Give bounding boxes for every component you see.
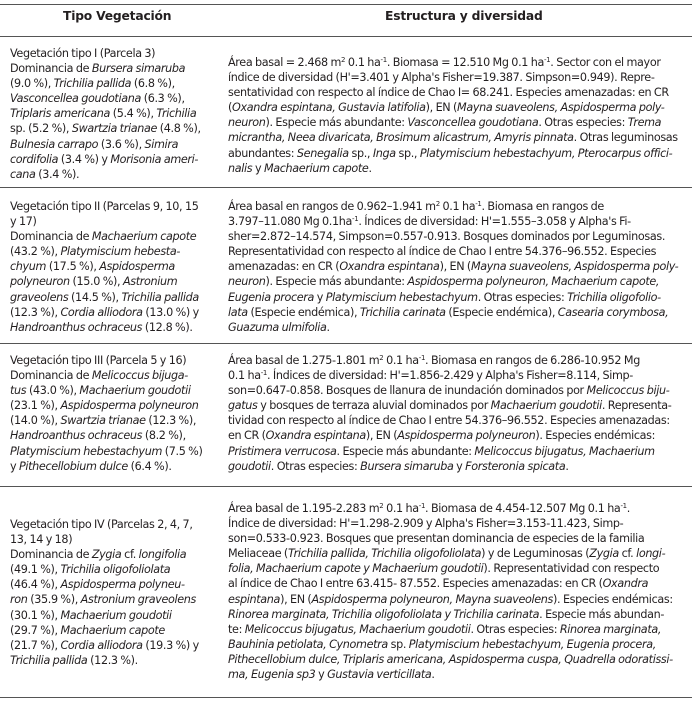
row-2-tipo (10, 199, 218, 335)
text-line: te: Melicoccus bijugatus, Machaerium goudotii. Otras especies: Rinorea marginata, (228, 622, 662, 636)
bottom-rule (0, 697, 692, 698)
top-rule (0, 4, 692, 5)
text-line: son=0.533-0.923. Bosques que presentan dominancia de especies de la familia (228, 532, 645, 546)
text-line: (49.1 %), Trichilia oligofoliolata (10, 563, 171, 577)
text-line: polyneuron (15.0 %), Astronium (10, 275, 178, 289)
text-line: Vegetación tipo I (Parcela 3) (10, 47, 156, 60)
text-line: Platymiscium hebestachyum (7.5 %) (10, 444, 203, 458)
text-line: neuron). Especie más abundante: Vasconcellea goudotiana. Otras especies: Trema (228, 116, 662, 130)
text-line: cordifolia (3.4 %) y Morisonia ameri- (10, 152, 199, 166)
text-line: abundantes: Senegalia sp., Inga sp., Platymiscium hebestachyum, Pterocarpus offici- (228, 146, 673, 160)
text-line: nalis y Machaerium capote. (228, 161, 372, 175)
text-line: Handroanthus ochraceus (8.2 %), (10, 429, 186, 443)
row-3-rule (0, 486, 692, 487)
text-line: al índice de Chao I entre 63.415- 87.552. Especies amenazadas: en CR (Oxandra (228, 577, 649, 591)
text-line: ma, Eugenia sp3 y Gustavia verticillata. (228, 668, 435, 682)
text-line: Vegetación tipo III (Parcela 5 y 16) (10, 354, 187, 367)
text-line: espintana), EN (Aspidosperma polyneuron, Mayna suaveolens). Especies endémicas: (228, 592, 673, 606)
text-line: 3.797–11.080 Mg $0.1ha^{-1}$. Índices de diversidad: H'=1.555–3.058 y Alpha's Fi- (228, 215, 631, 229)
row-2-rule (0, 343, 692, 344)
text-line: y 17) (10, 215, 37, 229)
text-line: (23.1 %), Aspidosperma polyneuron (10, 399, 199, 413)
text-line: Triplaris americana (5.4 %), Trichilia (10, 107, 197, 121)
text-line: Trichilia pallida (12.3 %). (10, 653, 138, 667)
text-line: Dominancia de Melicoccus bijuga- (10, 369, 188, 383)
text-line: Rinorea marginata, Trichilia oligofoliolata y Trichilia carinata. Especie más abundan- (228, 607, 665, 621)
row-2-estructura (228, 199, 692, 335)
text-line: Dominancia de Zygia cf. longifolia (10, 548, 187, 562)
text-line: graveolens (14.5 %), Trichilia pallida (10, 290, 199, 304)
text-line: micrantha, Neea divaricata, Brosimum alicastrum, Amyris pinnata. Otras leguminosas (228, 131, 678, 145)
row-4-estructura (228, 501, 692, 682)
text-line: Área basal de 1.275-1.801 $m^2$ 0.1 $ha^{-1}$. Biomasa en rangos de 6.286-10.952 Mg (228, 354, 640, 367)
text-line: amenazadas: en CR (Oxandra espintana), EN (Mayna suaveolens, Aspidosperma poly- (228, 260, 679, 274)
text-line: (12.3 %), Cordia alliodora (13.0 %) y (10, 305, 199, 319)
text-line: sher=2.872–14.574, Simpson=0.557-0.913. Bosques dominados por Leguminosas. (228, 230, 666, 244)
text-line: Representatividad con respecto al índice de Chao I entre 54.376–96.552. Especies (228, 245, 657, 259)
header-rule (0, 36, 692, 37)
text-line: tus (43.0 %), Machaerium goudotii (10, 384, 191, 398)
text-line: Meliaceae (Trichilia pallida, Trichilia oligofoliolata) y de Leguminosas (Zygia cf. longi- (228, 547, 666, 561)
row-3-estructura (228, 353, 692, 474)
text-line: sentatividad con respecto al índice de Chao I= 68.241. Especies amenazadas: en CR (228, 86, 669, 100)
row-3-tipo (10, 353, 218, 474)
text-line: índice de diversidad (H'=3.401 y Alpha's Fisher=19.387. Simpson=0.949). Repre- (228, 71, 655, 85)
text-line: Índice de diversidad: H'=1.298-2.909 y Alpha's Fisher=3.153-11.423, Simp- (228, 517, 624, 531)
text-line: (43.2 %), Platymiscium hebesta- (10, 245, 181, 259)
text-line: goudotii. Otras especies: Bursera simaruba y Forsteronia spicata. (228, 459, 569, 473)
text-line: Eugenia procera y Platymiscium hebestachyum. Otras especies: Trichilia oligofolio- (228, 290, 661, 304)
row-1-rule (0, 187, 692, 188)
text-line: Área basal en rangos de 0.962–1.941 $m^2$ 0.1 $ha^{-1}$. Biomasa en rangos de (228, 200, 604, 213)
row-4-tipo (10, 517, 218, 668)
text-line: Vegetación tipo IV (Parcelas 2, 4, 7, (10, 518, 193, 531)
text-line: (29.7 %), Machaerium capote (10, 623, 165, 637)
text-line: Handroanthus ochraceus (12.8 %). (10, 320, 193, 334)
text-line: Pristimera verrucosa. Especie más abundante: Melicoccus bijugatus, Machaerium (228, 444, 655, 458)
text-line: (46.4 %), Aspidosperma polyneu- (10, 578, 185, 592)
text-line: (9.0 %), Trichilia pallida (6.8 %), (10, 77, 175, 91)
text-line: Guazuma ulmifolia. (228, 320, 330, 334)
text-line: en CR (Oxandra espintana), EN (Aspidosperma polyneuron). Especies endémicas: (228, 429, 656, 443)
row-1-estructura (228, 55, 692, 176)
text-line: Vegetación tipo II (Parcelas 9, 10, 15 (10, 200, 199, 213)
text-line: Área basal de 1.195-2.283 $m^2$ 0.1 $ha^{-1}$. Biomasa de 4.454-12.507 Mg 0.1 $ha^{-1}$. (228, 502, 630, 515)
text-line: gatus y bosques de terraza aluvial dominados por Machaerium goudotii. Representa- (228, 399, 672, 413)
text-line: cana (3.4 %). (10, 167, 80, 181)
row-1-tipo (10, 46, 218, 182)
text-line: (30.1 %), Machaerium goudotii (10, 608, 172, 622)
text-line: 0.1 $ha^{-1}$. Índices de diversidad: H'=1.856-2.429 y Alpha's Fisher=8.114, Simp- (228, 369, 633, 383)
text-line: tividad con respecto al índice de Chao I entre 54.376–96.552. Especies amenazadas: (228, 414, 670, 428)
text-line: 13, 14 y 18) (10, 533, 73, 547)
text-line: Dominancia de Machaerium capote (10, 230, 197, 244)
text-line: Dominancia de Bursera simaruba (10, 62, 186, 76)
text-line: Bauhinia petiolata, Cynometra sp. Platymiscium hebestachyum, Eugenia procera, (228, 637, 656, 651)
header-tipo-vegetacion: Tipo Vegetación (63, 9, 172, 23)
text-line: sp. (5.2 %), Swartzia trianae (4.8 %), (10, 122, 201, 136)
text-line: (Oxandra espintana, Gustavia latifolia), EN (Mayna suaveolens, Aspidosperma poly- (228, 101, 665, 115)
text-line: Bulnesia carrapo (3.6 %), Simira (10, 137, 179, 151)
text-line: y Pithecellobium dulce (6.4 %). (10, 459, 172, 473)
header-estructura-diversidad: Estructura y diversidad (385, 9, 543, 23)
text-line: Pithecellobium dulce, Triplaris americana, Aspidosperma cuspa, Quadrella odoratissi- (228, 652, 673, 666)
text-line: (14.0 %), Swartzia trianae (12.3 %), (10, 414, 197, 428)
text-line: chyum (17.5 %), Aspidosperma (10, 260, 175, 274)
text-line: Área basal = 2.468 $m^2$ 0.1 $ha^{-1}$. Biomasa = 12.510 Mg 0.1 $ha^{-1}$. Sector con el mayor (228, 56, 661, 69)
text-line: son=0.647-0.858. Bosques de llanura de inundación dominados por Melicoccus biju- (228, 384, 670, 398)
text-line: Vasconcellea goudotiana (6.3 %), (10, 92, 185, 106)
text-line: folia, Machaerium capote y Machaerium goudotii). Representatividad con respecto (228, 562, 660, 576)
text-line: ron (35.9 %), Astronium graveolens (10, 593, 197, 607)
text-line: (21.7 %), Cordia alliodora (19.3 %) y (10, 638, 199, 652)
text-line: lata (Especie endémica), Trichilia carinata (Especie endémica), Casearia corymbosa, (228, 305, 669, 319)
text-line: neuron). Especie más abundante: Aspidosperma polyneuron, Machaerium capote, (228, 275, 660, 289)
